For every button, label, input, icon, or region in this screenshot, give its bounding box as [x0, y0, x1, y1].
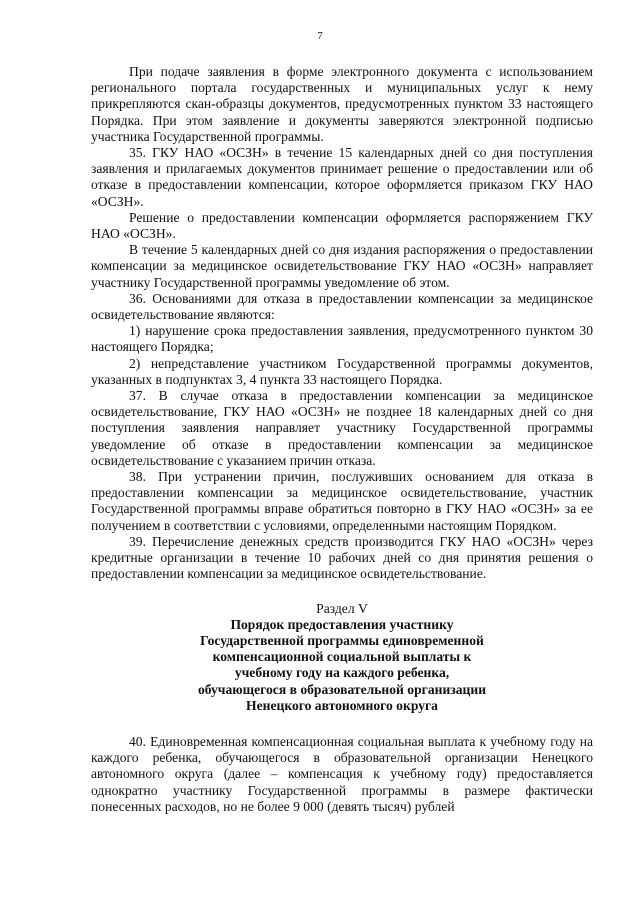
- section-number: Раздел V: [316, 600, 368, 616]
- paragraph-37: 37. В случае отказа в предоставлении компенсации за медицинское освидетельствование, ГКУ НАО «ОСЗН» не позднее 18 календарных дней со дня поступления заявления направляет участнику Государственной программы уведомление об отказе в предоставлении компенсации за медицинское освидетельствование с указанием причин отказа.: [91, 388, 593, 468]
- page-number: 7: [317, 30, 323, 42]
- paragraph-40: 40. Единовременная компенсационная социальная выплата к учебному году на каждого ребенка, обучающегося в образовательной организации Ненецкого автономного округа (далее – компенсация к учебному году) предоставляется однократно участнику Государственной программы в размере фактически понесенных расходов, но не более 9 000 (девять тысяч) рублей: [91, 733, 593, 814]
- paragraph-35: 35. ГКУ НАО «ОСЗН» в течение 15 календарных дней со дня поступления заявления и прилагаемых документов принимает решение о предоставлении или об отказе в предоставлении компенсации, которое оформляется приказом ГКУ НАО «ОСЗН».: [91, 145, 593, 209]
- paragraph-38: 38. При устранении причин, послуживших основанием для отказа в предоставлении компенсации за медицинское освидетельствование, участник Государственной программы вправе обратиться повторно в ГКУ НАО «ОСЗН» за ее получением в соответствии с условиями, определенными настоящим Порядком.: [91, 469, 593, 533]
- paragraph-36: 36. Основаниями для отказа в предоставлении компенсации за медицинское освидетельствование являются:: [91, 290, 593, 323]
- paragraph-decision-order: Решение о предоставлении компенсации оформляется распоряжением ГКУ НАО «ОСЗН».: [91, 209, 593, 242]
- section-heading: [91, 601, 593, 714]
- paragraph-36-item-2: 2) непредставление участником Государственной программы документов, указанных в подпунктах 3, 4 пункта 33 настоящего Порядка.: [91, 355, 593, 387]
- section-title: Порядок предоставления участнику Государственной программы единовременной компенсационной социальной выплаты к учебному году на каждого ребенка, обучающегося в образовательной организации Ненецкого автономного округа: [197, 616, 487, 713]
- paragraph-36-item-1: 1) нарушение срока предоставления заявления, предусмотренного пунктом 30 настоящего Порядка;: [91, 323, 593, 355]
- paragraph-electronic-submission: При подаче заявления в форме электронного документа с использованием регионального портала государственных и муниципальных услуг к нему прикрепляются скан-образцы документов, предусмотренных пунктом 33 настоящего Порядка. При этом заявление и документы заверяются электронной подписью участника Государственной программы.: [91, 64, 593, 144]
- paragraph-39: 39. Перечисление денежных средств производится ГКУ НАО «ОСЗН» через кредитные организации в течение 10 рабочих дней со дня принятия решения о предоставлении компенсации за медицинское освидетельствование.: [91, 533, 593, 582]
- paragraph-notification: В течение 5 календарных дней со дня издания распоряжения о предоставлении компенсации за медицинское освидетельствование ГКУ НАО «ОСЗН» направляет участнику Государственной программы уведомление об этом.: [91, 242, 593, 290]
- document-body: [91, 64, 593, 815]
